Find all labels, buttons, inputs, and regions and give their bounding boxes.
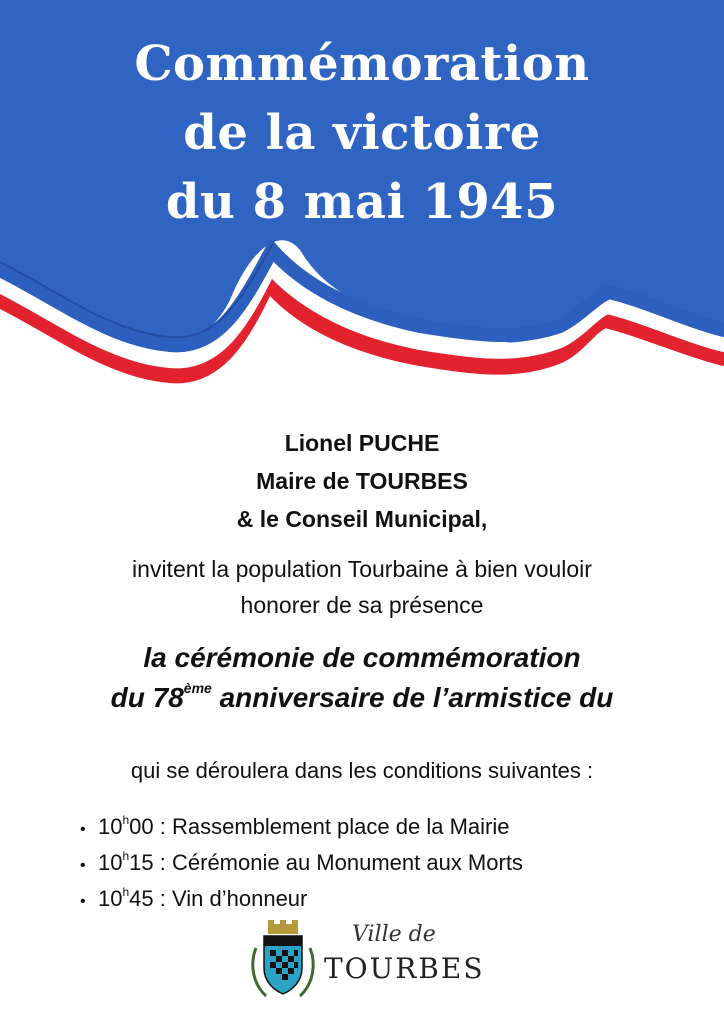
ceremony-line-1: la cérémonie de commémoration [143, 642, 581, 673]
schedule-hour-sup: h [122, 813, 130, 827]
conditions-intro: qui se déroulera dans les conditions suivantes : [130, 758, 594, 783]
hero-banner [0, 0, 724, 420]
coat-of-arms-icon [248, 918, 318, 1002]
schedule-item [80, 878, 523, 914]
schedule-hour-sup: h [122, 885, 130, 899]
schedule-list [80, 806, 523, 914]
title-line-1: Commémoration [134, 36, 590, 92]
invitation-line-2: honorer de sa présence [240, 592, 484, 618]
schedule-hour: 10 [98, 850, 123, 875]
schedule-item [80, 842, 523, 878]
schedule-hour-sup: h [122, 849, 130, 863]
schedule-text: : Vin d’honneur [153, 886, 308, 911]
schedule-item [80, 806, 523, 842]
schedule-min: 15 [129, 850, 154, 875]
schedule-text: : Rassemblement place de la Mairie [153, 814, 510, 839]
invitation-line-1: invitent la population Tourbaine à bien vouloir [132, 556, 592, 582]
schedule-min: 45 [129, 886, 154, 911]
town-logo [248, 918, 485, 1002]
bullet-icon: • [80, 821, 86, 838]
schedule-hour: 10 [98, 814, 123, 839]
bullet-icon: • [80, 857, 86, 874]
schedule-hour: 10 [98, 886, 123, 911]
ceremony-prefix: du 78 [110, 682, 184, 713]
logo-ville-text: Ville de [352, 922, 436, 947]
host-name: Lionel PUCHE [284, 430, 440, 456]
schedule-min: 00 [129, 814, 154, 839]
host-council: & le Conseil Municipal, [236, 506, 488, 532]
title-line-2: de la victoire [183, 105, 541, 161]
logo-town-name: TOURBES [324, 952, 485, 985]
title-line-3: du 8 mai 1945 [165, 174, 559, 230]
ceremony-superscript: ème [183, 680, 212, 696]
schedule-text: : Cérémonie au Monument aux Morts [153, 850, 523, 875]
host-role: Maire de TOURBES [256, 468, 468, 494]
ceremony-suffix: anniversaire de l’armistice du [211, 682, 614, 713]
ceremony-line-2 [0, 680, 724, 714]
bullet-icon: • [80, 893, 86, 910]
